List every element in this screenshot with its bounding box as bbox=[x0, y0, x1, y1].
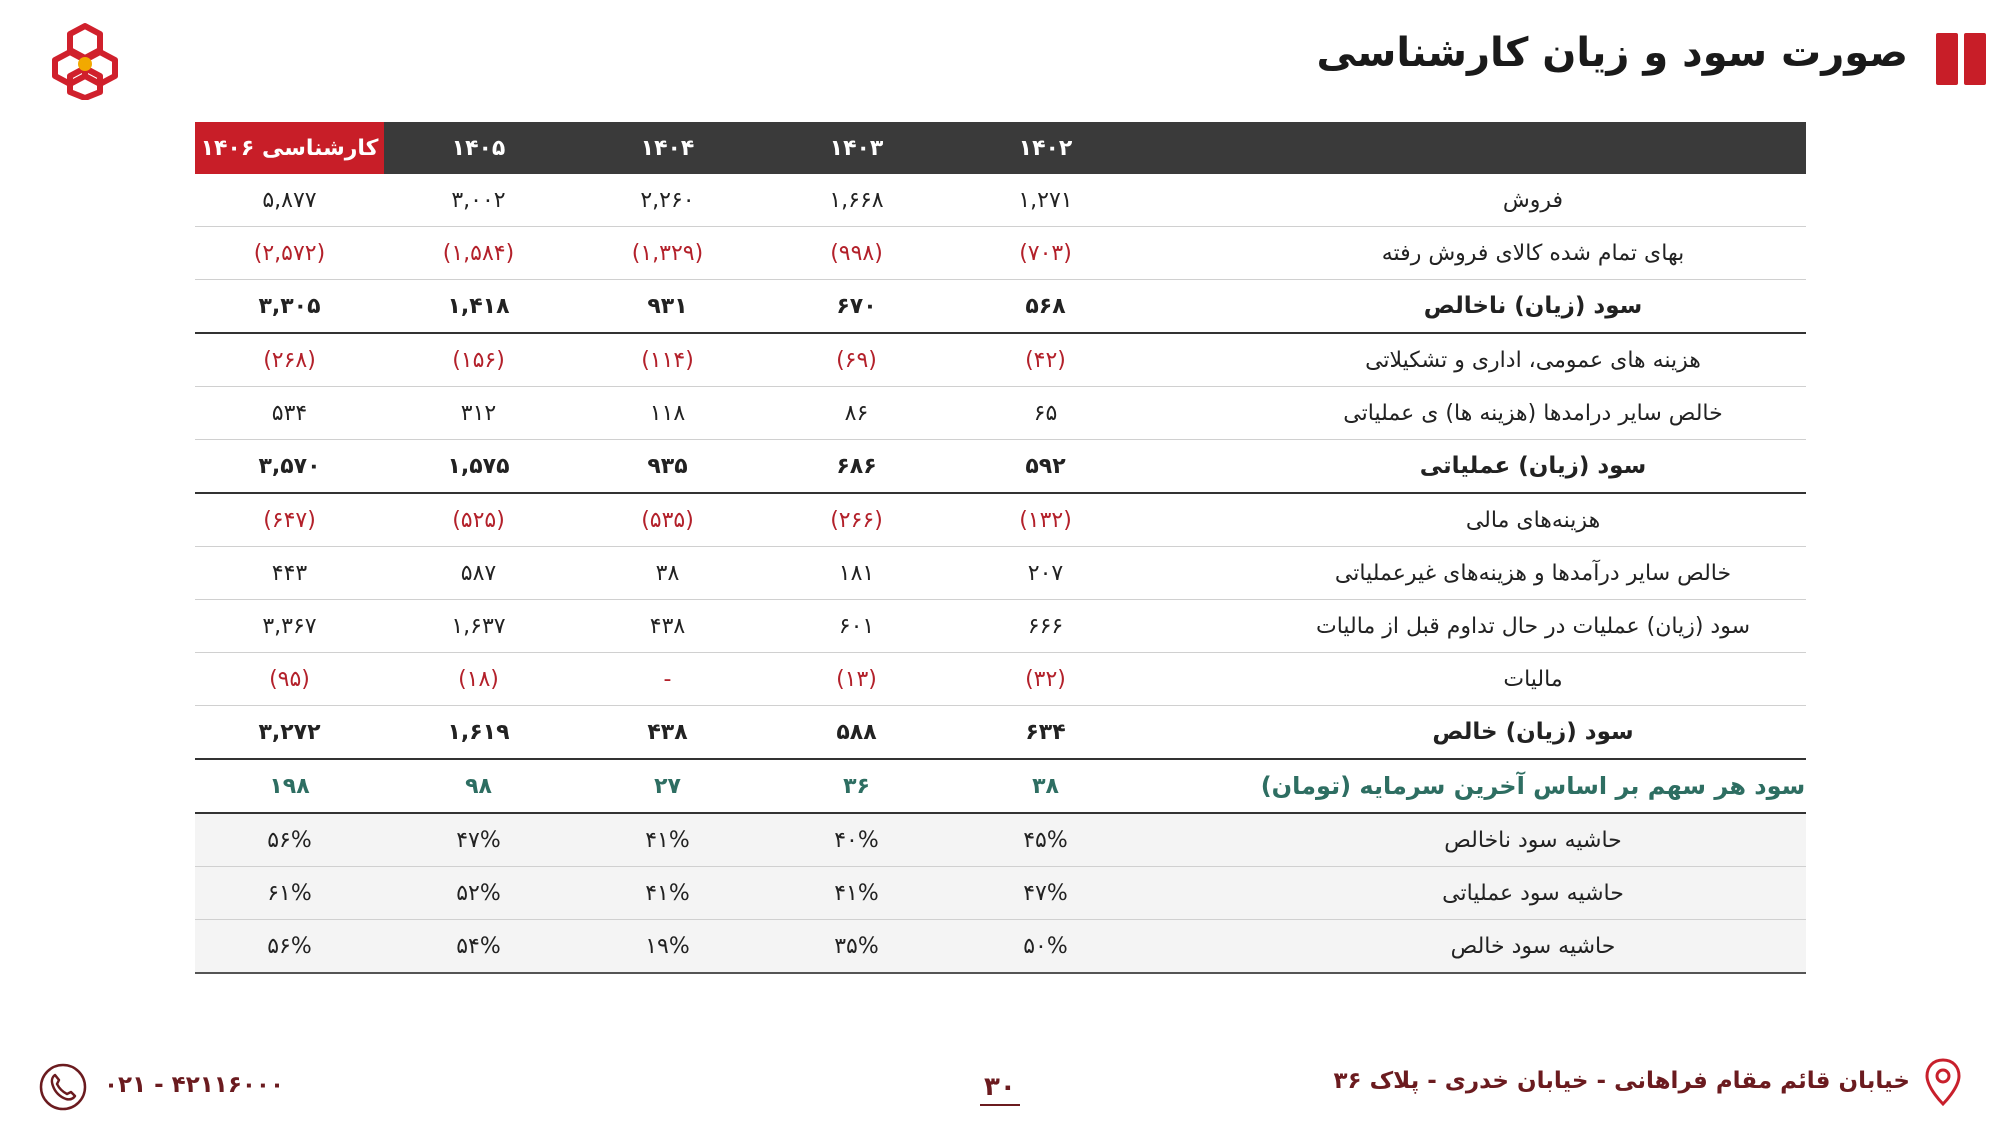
table-cell: ۱۹۸ bbox=[195, 759, 384, 813]
table-cell: ۳,۰۰۲ bbox=[384, 174, 573, 227]
table-cell: ۱۱۸ bbox=[573, 387, 762, 440]
table-cell: ۶۰۱ bbox=[762, 600, 951, 653]
table-cell: ۴۴۳ bbox=[195, 547, 384, 600]
table-cell: (۴۲) bbox=[951, 333, 1140, 387]
table-cell: ۹۳۱ bbox=[573, 280, 762, 334]
table-cell: ۵۰% bbox=[951, 920, 1140, 974]
table-cell: ۵۶% bbox=[195, 813, 384, 867]
table-cell: ۶۸۶ bbox=[762, 440, 951, 494]
table-row bbox=[195, 867, 1806, 920]
column-header-1402: ۱۴۰۲ bbox=[951, 122, 1140, 174]
table-cell: (۱۱۴) bbox=[573, 333, 762, 387]
row-label: سود هر سهم بر اساس آخرین سرمایه (تومان) bbox=[1140, 759, 1806, 813]
table-cell: ۹۸ bbox=[384, 759, 573, 813]
table-row bbox=[195, 174, 1806, 227]
table-cell: (۱,۳۲۹) bbox=[573, 227, 762, 280]
phone-number: ۰۲۱ - ۴۲۱۱۶۰۰۰ bbox=[104, 1072, 284, 1098]
table-cell: (۱۸) bbox=[384, 653, 573, 706]
phone-icon bbox=[38, 1062, 88, 1112]
table-cell: (۳۲) bbox=[951, 653, 1140, 706]
table-row bbox=[195, 280, 1806, 334]
row-label: بهای تمام شده کالای فروش رفته bbox=[1140, 227, 1806, 280]
row-label: هزینه های عمومی، اداری و تشکیلاتی bbox=[1140, 333, 1806, 387]
table-row bbox=[195, 493, 1806, 547]
column-header-label bbox=[1140, 122, 1806, 174]
column-header-1404: ۱۴۰۴ bbox=[573, 122, 762, 174]
table-cell: (۵۳۵) bbox=[573, 493, 762, 547]
table-cell: ۲,۲۶۰ bbox=[573, 174, 762, 227]
table-cell: ۱۹% bbox=[573, 920, 762, 974]
table-cell: ۲۷ bbox=[573, 759, 762, 813]
row-label: سود (زیان) عملیات در حال تداوم قبل از مالیات bbox=[1140, 600, 1806, 653]
table-cell: ۴۷% bbox=[384, 813, 573, 867]
table-cell: ۴۷% bbox=[951, 867, 1140, 920]
table-cell: ۴۳۸ bbox=[573, 706, 762, 760]
table-cell: ۶۱% bbox=[195, 867, 384, 920]
table-cell: ۵۴% bbox=[384, 920, 573, 974]
table-cell: (۱۳۲) bbox=[951, 493, 1140, 547]
table-row bbox=[195, 227, 1806, 280]
table-cell: ۵۸۸ bbox=[762, 706, 951, 760]
table-cell: ۱,۲۷۱ bbox=[951, 174, 1140, 227]
table-cell: ۵۸۷ bbox=[384, 547, 573, 600]
title-accent-bars bbox=[1936, 33, 1986, 85]
table-row bbox=[195, 653, 1806, 706]
row-label: هزینه‌های مالی bbox=[1140, 493, 1806, 547]
table-cell: ۳,۳۰۵ bbox=[195, 280, 384, 334]
row-label: فروش bbox=[1140, 174, 1806, 227]
table-row bbox=[195, 920, 1806, 974]
table-cell: (۶۴۷) bbox=[195, 493, 384, 547]
table-cell: ۶۵ bbox=[951, 387, 1140, 440]
table-cell: - bbox=[573, 653, 762, 706]
table-cell: ۳۶ bbox=[762, 759, 951, 813]
table-cell: (۹۹۸) bbox=[762, 227, 951, 280]
table-row bbox=[195, 387, 1806, 440]
footer-address: خیابان قائم مقام فراهانی - خیابان خدری - پلاک ۳۶ bbox=[1333, 1068, 1910, 1094]
table-cell: ۳۱۲ bbox=[384, 387, 573, 440]
table-row bbox=[195, 813, 1806, 867]
table-row bbox=[195, 440, 1806, 494]
table-cell: ۲۰۷ bbox=[951, 547, 1140, 600]
table-cell: ۴۰% bbox=[762, 813, 951, 867]
table-cell: ۶۳۴ bbox=[951, 706, 1140, 760]
column-header-1403: ۱۴۰۳ bbox=[762, 122, 951, 174]
table-cell: (۱۵۶) bbox=[384, 333, 573, 387]
table-cell: ۵۲% bbox=[384, 867, 573, 920]
table-cell: (۹۵) bbox=[195, 653, 384, 706]
table-cell: ۱,۵۷۵ bbox=[384, 440, 573, 494]
table-cell: ۳۵% bbox=[762, 920, 951, 974]
table-cell: (۷۰۳) bbox=[951, 227, 1140, 280]
table-cell: (۲,۵۷۲) bbox=[195, 227, 384, 280]
table-row bbox=[195, 706, 1806, 760]
table-cell: ۱,۶۶۸ bbox=[762, 174, 951, 227]
row-label: خالص سایر درامدها (هزینه ها) ی عملیاتی bbox=[1140, 387, 1806, 440]
table-row bbox=[195, 600, 1806, 653]
table-cell: ۳,۲۷۲ bbox=[195, 706, 384, 760]
table-cell: ۹۳۵ bbox=[573, 440, 762, 494]
table-cell: ۵۹۲ bbox=[951, 440, 1140, 494]
table-row bbox=[195, 547, 1806, 600]
table-row bbox=[195, 333, 1806, 387]
table-cell: ۴۱% bbox=[573, 813, 762, 867]
table-cell: ۶۶۶ bbox=[951, 600, 1140, 653]
table-cell: (۲۶۶) bbox=[762, 493, 951, 547]
table-cell: ۴۳۸ bbox=[573, 600, 762, 653]
column-header-1406: کارشناسی ۱۴۰۶ bbox=[195, 122, 384, 174]
row-label: حاشیه سود ناخالص bbox=[1140, 813, 1806, 867]
table-cell: ۳,۵۷۰ bbox=[195, 440, 384, 494]
table-cell: ۵,۸۷۷ bbox=[195, 174, 384, 227]
column-header-1405: ۱۴۰۵ bbox=[384, 122, 573, 174]
table-cell: ۳۸ bbox=[951, 759, 1140, 813]
table-cell: ۴۱% bbox=[762, 867, 951, 920]
table-cell: ۵۳۴ bbox=[195, 387, 384, 440]
table-header-row bbox=[195, 122, 1806, 174]
table-cell: (۱,۵۸۴) bbox=[384, 227, 573, 280]
table-cell: ۱,۶۱۹ bbox=[384, 706, 573, 760]
table-cell: ۱,۴۱۸ bbox=[384, 280, 573, 334]
table-cell: ۴۵% bbox=[951, 813, 1140, 867]
table-cell: ۴۱% bbox=[573, 867, 762, 920]
row-label: سود (زیان) خالص bbox=[1140, 706, 1806, 760]
row-label: حاشیه سود عملیاتی bbox=[1140, 867, 1806, 920]
table-cell: ۸۶ bbox=[762, 387, 951, 440]
row-label: خالص سایر درآمدها و هزینه‌های غیرعملیاتی bbox=[1140, 547, 1806, 600]
row-label: سود (زیان) عملیاتی bbox=[1140, 440, 1806, 494]
location-pin-icon bbox=[1924, 1058, 1962, 1108]
profit-loss-table bbox=[195, 122, 1806, 974]
table-cell: ۵۶% bbox=[195, 920, 384, 974]
row-label: سود (زیان) ناخالص bbox=[1140, 280, 1806, 334]
page-number: ۳۰ bbox=[980, 1072, 1020, 1106]
table-cell: ۵۶۸ bbox=[951, 280, 1140, 334]
row-label: حاشیه سود خالص bbox=[1140, 920, 1806, 974]
company-logo bbox=[50, 22, 120, 100]
table-cell: ۳,۳۶۷ bbox=[195, 600, 384, 653]
table-row bbox=[195, 759, 1806, 813]
table-cell: ۱۸۱ bbox=[762, 547, 951, 600]
table-cell: (۲۶۸) bbox=[195, 333, 384, 387]
row-label: مالیات bbox=[1140, 653, 1806, 706]
table-cell: (۶۹) bbox=[762, 333, 951, 387]
table-cell: ۶۷۰ bbox=[762, 280, 951, 334]
table-cell: (۱۳) bbox=[762, 653, 951, 706]
table-cell: ۱,۶۳۷ bbox=[384, 600, 573, 653]
page-title: صورت سود و زیان کارشناسی bbox=[1316, 30, 1908, 76]
table-cell: ۳۸ bbox=[573, 547, 762, 600]
table-cell: (۵۲۵) bbox=[384, 493, 573, 547]
